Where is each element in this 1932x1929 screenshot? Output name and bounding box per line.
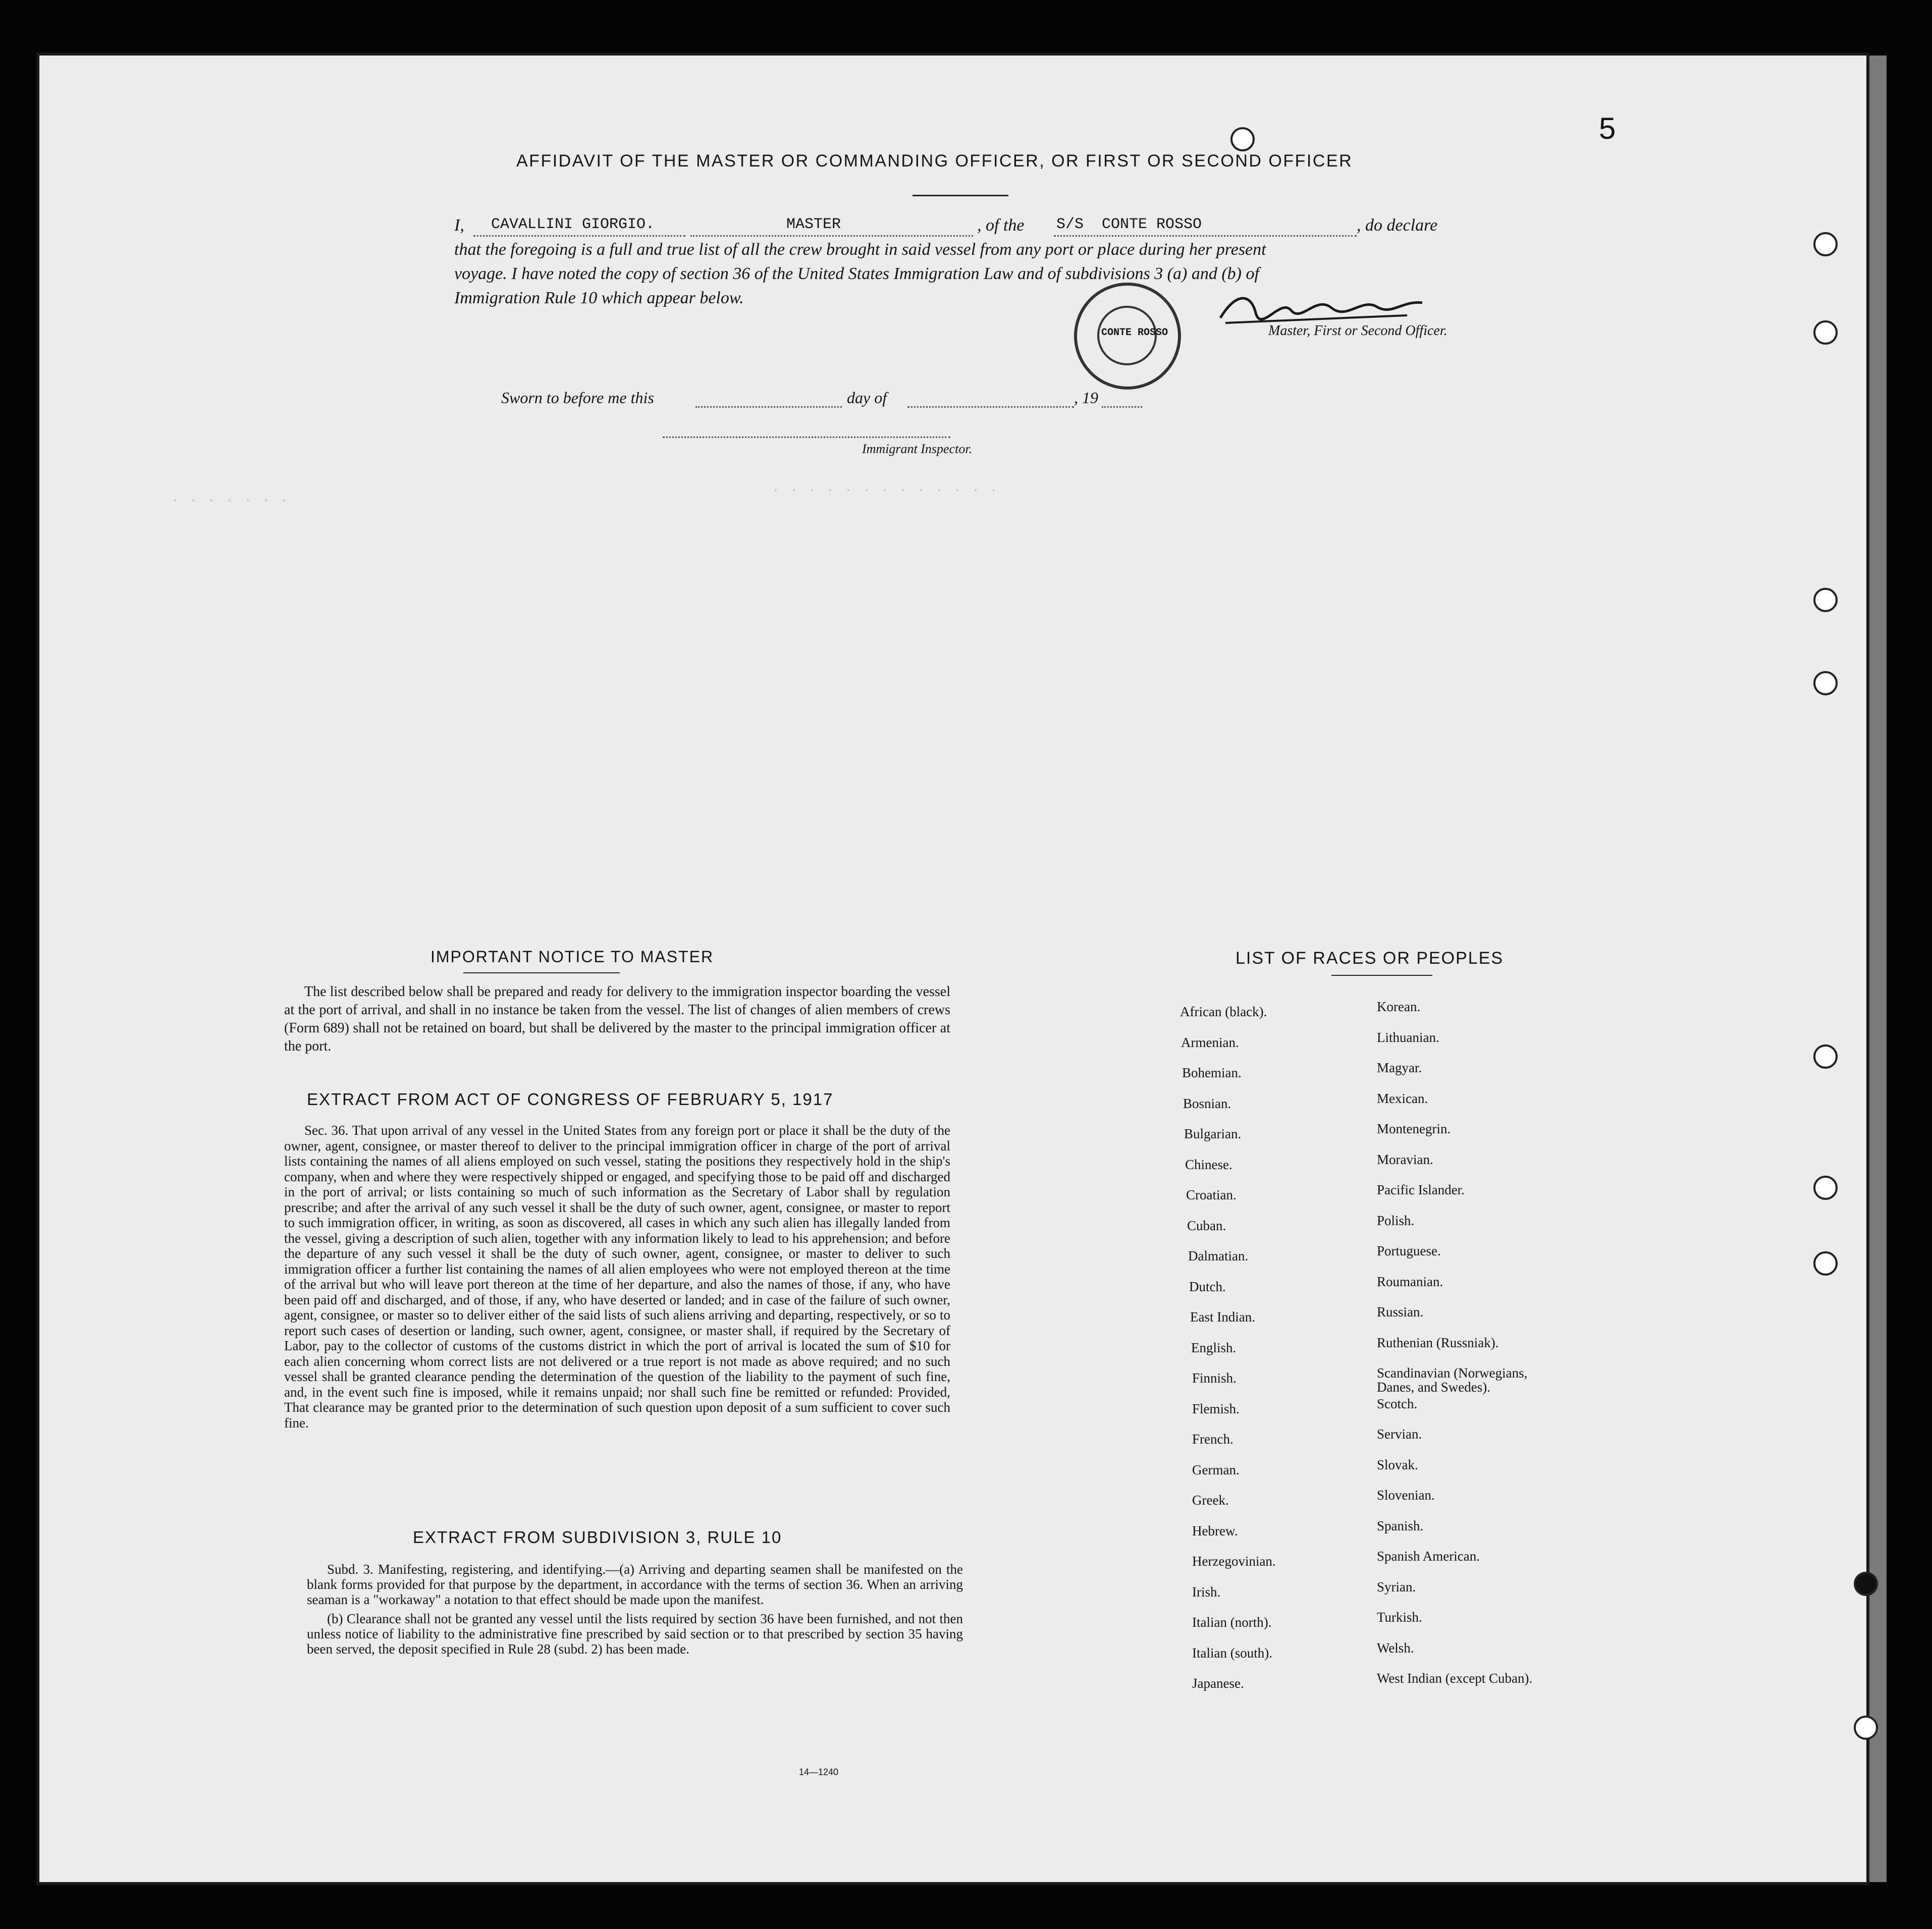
- i-label: I,: [454, 216, 464, 235]
- race-item: Portuguese.: [1377, 1243, 1441, 1258]
- binder-hole: [1230, 127, 1255, 151]
- binder-hole: [1813, 232, 1838, 256]
- race-item: East Indian.: [1190, 1309, 1255, 1325]
- notice-body: [284, 983, 950, 1060]
- race-item: Welsh.: [1377, 1640, 1414, 1656]
- race-item: African (black).: [1180, 1004, 1267, 1019]
- binder-hole: [1813, 1251, 1838, 1276]
- rank-field-line: [690, 235, 973, 237]
- binder-hole: [1813, 671, 1838, 695]
- race-item: West Indian (except Cuban).: [1377, 1671, 1533, 1686]
- notice-text: The list described below shall be prepared and ready for delivery to the immigration inspector boarding the vessel at the port of arrival, and shall in no instance be taken from the vessel. The list of changes of alien members of crews (Form 689) shall not be retained on board, but shall be delivered by the master to the principal immigration officer at the port.: [284, 984, 950, 1054]
- year-line: [1102, 406, 1142, 408]
- race-item: Italian (north).: [1192, 1615, 1272, 1630]
- race-item: Moravian.: [1377, 1151, 1433, 1167]
- race-item: Dalmatian.: [1188, 1248, 1249, 1263]
- race-item: Spanish.: [1377, 1518, 1424, 1533]
- inspector-line: [663, 436, 950, 438]
- race-item: Cuban.: [1187, 1218, 1226, 1233]
- race-item: Korean.: [1377, 999, 1421, 1014]
- race-item: Lithuanian.: [1377, 1029, 1439, 1045]
- race-item: Bulgarian.: [1184, 1126, 1242, 1141]
- sworn-day-line: [695, 406, 842, 408]
- vessel-field: S/S CONTE ROSSO: [1056, 216, 1202, 233]
- ship-stamp: [1074, 283, 1181, 390]
- vessel-field-line: [1054, 235, 1357, 237]
- form-number: 14—1240: [799, 1767, 839, 1777]
- binder-hole: [1813, 1044, 1838, 1069]
- document-page: [39, 56, 1866, 1882]
- act-body: [284, 1123, 950, 1435]
- race-item: Flemish.: [1192, 1401, 1240, 1416]
- race-item: Polish.: [1377, 1212, 1415, 1228]
- race-item: Turkish.: [1377, 1610, 1422, 1625]
- of-the-label: , of the: [977, 216, 1025, 235]
- binder-hole: [1854, 1716, 1878, 1740]
- race-item: Pacific Islander.: [1377, 1182, 1465, 1197]
- page-mark: 5: [1599, 112, 1616, 145]
- race-item: Mexican.: [1377, 1090, 1428, 1106]
- rule-para-b: (b) Clearance shall not be granted any vessel until the lists required by section 36 have been furnished, and not then unless notice of liability to the administrative fine prescribed by said section or to that prescribed by section 35 having been served, the deposit specified in Rule 28 (subd. 2) has been made.: [307, 1611, 963, 1657]
- rank-field: MASTER: [786, 216, 841, 233]
- notice-title: IMPORTANT NOTICE TO MASTER: [431, 948, 714, 966]
- race-item: Irish.: [1192, 1584, 1221, 1600]
- race-item: Syrian.: [1377, 1579, 1416, 1594]
- race-item: Slovenian.: [1377, 1487, 1435, 1503]
- inspector-label: Immigrant Inspector.: [862, 442, 973, 456]
- race-item: Bohemian.: [1182, 1065, 1242, 1080]
- year-label: , 19: [1074, 389, 1098, 407]
- act-text: Sec. 36. That upon arrival of any vessel in the United States from any foreign port or place it shall be the duty of the owner, agent, consignee, or master thereof to deliver to the principal immigration officer in charge of the port of arrival lists containing the names of all aliens employed on such vessel, stating the positions they respectively hold in the ship's company, when and where they were respectively shipped or engaged, and specifying those to be paid off and discharged in the port of arrival; or lists containing so much of such information as the Secretary of Labor shall by regulation prescribe; and after the arrival of any such vessel it shall be the duty of such owner, agent, consignee, or master to report to such immigration officer, in writing, as soon as discovered, all cases in which any such alien has illegally landed from the vessel, giving a description of such alien, together with any information likely to lead to his apprehension; and before the departure of any such vessel it shall be the duty of such owner, agent, consignee, or master to deliver to such immigration officer a further list containing the names of all alien employees who were not employed thereon at the time of the arrival but who will leave port thereon at the time of her departure, and also the names of those, if any, who have been paid off and discharged, and of those, if any, who have deserted or landed; and in case of the failure of such owner, agent, consignee, or master so to deliver either of the said lists of such aliens arriving and departing, respectively, or so to report such cases of desertion or landing, such owner, agent, consignee, or master shall, if required by the Secretary of Labor, pay to the collector of customs of the customs district in which the port of arrival is located the sum of $10 for each alien concerning whom correct lists are not delivered or a true report is not made as above required; and no such vessel shall be granted clearance pending the determination of the question of the liability to the payment of such fine, and, in the event such fine is imposed, while it remains unpaid; nor shall such fine be remitted or refunded: Provided, That clearance may be granted prior to the determination of such question upon deposit of a sum sufficient to cover such fine.: [284, 1123, 950, 1430]
- day-of-label: day of: [847, 389, 887, 407]
- race-item: French.: [1192, 1431, 1233, 1447]
- race-item: Ruthenian (Russniak).: [1377, 1335, 1499, 1350]
- rule-para-a: Subd. 3. Manifesting, registering, and identifying.—(a) Arriving and departing seamen shall be manifested on the blank forms provided for that purpose by the department, in accordance with the terms of section 36. When an arriving seaman is a "workaway" a notation to that effect should be made upon the manifest.: [307, 1562, 963, 1607]
- race-item: Greek.: [1192, 1493, 1229, 1508]
- race-item: Slovak.: [1377, 1457, 1418, 1472]
- name-field-line: [473, 235, 685, 237]
- affidavit-line-2: that the foregoing is a full and true list of all the crew brought in said vessel from any port or place during her present: [454, 240, 1266, 259]
- race-item: Montenegrin.: [1377, 1121, 1451, 1136]
- race-item: Herzegovinian.: [1192, 1554, 1276, 1569]
- race-item: Japanese.: [1192, 1676, 1244, 1691]
- race-item: Hebrew.: [1192, 1523, 1238, 1538]
- ghost-text: . . . . . . . . . . . . .: [771, 479, 999, 497]
- sworn-month-line: [907, 406, 1074, 408]
- notice-underline: [463, 972, 620, 973]
- rule-body: [307, 1562, 963, 1661]
- race-item: Croatian.: [1186, 1187, 1237, 1202]
- binder-hole: [1813, 588, 1838, 612]
- races-underline: [1331, 975, 1432, 976]
- affidavit-line-3: voyage. I have noted the copy of section 36 of the United States Immigration Law and of subdivisions 3 (a) and (b) of: [454, 264, 1259, 283]
- race-item: Italian (south).: [1192, 1645, 1272, 1661]
- race-item: Finnish.: [1192, 1370, 1237, 1386]
- race-item: English.: [1191, 1340, 1237, 1355]
- ghost-text: . . . . . . .: [171, 489, 289, 507]
- binder-hole: [1813, 1176, 1838, 1200]
- race-item: Chinese.: [1185, 1156, 1232, 1172]
- binder-hole: [1813, 320, 1838, 345]
- race-item: German.: [1192, 1462, 1240, 1477]
- race-item: Scotch.: [1377, 1396, 1418, 1411]
- stamp-text: CONTE ROSSO: [1101, 327, 1168, 339]
- race-item: Russian.: [1377, 1304, 1424, 1319]
- declare-label: , do declare: [1357, 216, 1438, 235]
- race-item: Bosnian.: [1183, 1095, 1231, 1111]
- race-item: Spanish American.: [1377, 1549, 1480, 1564]
- officer-name-field: CAVALLINI GIORGIO.: [491, 216, 655, 233]
- race-item: Danes, and Swedes).: [1377, 1380, 1490, 1395]
- binder-hole: [1854, 1572, 1878, 1596]
- races-title: LIST OF RACES OR PEOPLES: [1236, 949, 1504, 968]
- race-item: Armenian.: [1181, 1034, 1239, 1050]
- race-item: Dutch.: [1189, 1279, 1226, 1294]
- affidavit-line-4: Immigration Rule 10 which appear below.: [454, 289, 744, 307]
- page-edge-shadow: [1866, 56, 1887, 1882]
- act-title: EXTRACT FROM ACT OF CONGRESS OF FEBRUARY 5, 1917: [307, 1090, 834, 1109]
- signature-caption: Master, First or Second Officer.: [1268, 323, 1447, 339]
- sworn-label: Sworn to before me this: [501, 389, 654, 407]
- affidavit-title: AFFIDAVIT OF THE MASTER OR COMMANDING OFFICER, OR FIRST OR SECOND OFFICER: [516, 151, 1353, 171]
- title-underline: [913, 195, 1008, 196]
- rule-title: EXTRACT FROM SUBDIVISION 3, RULE 10: [413, 1528, 782, 1547]
- race-item: Roumanian.: [1377, 1274, 1443, 1289]
- race-item: Servian.: [1377, 1426, 1422, 1442]
- race-item: Scandinavian (Norwegians,: [1377, 1365, 1528, 1381]
- race-item: Magyar.: [1377, 1060, 1422, 1075]
